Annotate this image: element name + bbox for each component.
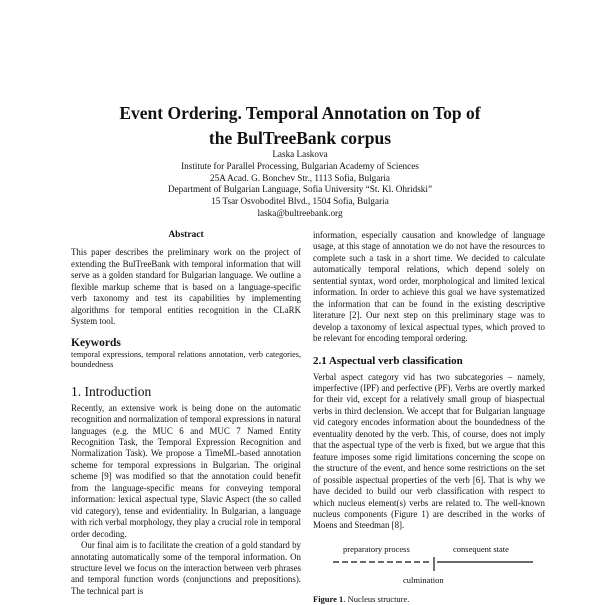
figure-label-preparatory: preparatory process	[343, 543, 410, 554]
abstract-body: This paper describes the preliminary work on the project of extending the BulTreeBank with temporal information that will serve as a golden standard for Bulgarian language. We outline a flexible markup scheme that is based on a language-specific verb taxonomy and test its capabilities by implementing algorithms for temporal entities recognition in the CLaRK System tool.	[71, 247, 301, 327]
author-name: Laska Laskova	[272, 149, 328, 159]
section-2-1-heading: 2.1 Aspectual verb classification	[313, 354, 463, 367]
intro-paragraph-2: Our final aim is to facilitate the creation of a gold standard by annotating automatically some of the temporal information. On structure level we focus on the interaction between verb phrases and temporal function words (conjunctions and prepositions). The technical part is	[71, 540, 301, 596]
nucleus-diagram	[333, 551, 533, 577]
figure-1	[313, 544, 545, 588]
section-2-1-paragraph: Verbal aspect category vid has two subcategories – namely, imperfective (IPF) and perfective (PF). Verbs are overtly marked for their vid, except for a relatively small group of biaspectual verbs in third declension. We accept that for Bulgarian language vid category encodes information about the boundedness of the eventuality denoted by the verb. This, of course, does not imply that the aspectual type of the verb is fixed, but we argue that this feature imposes some rigid limitations concerning the scope on the structure of the event, and hence some restrictions on the set of possible aspectual properties of the verb [6]. That is why we have decided to build our verb classification with respect to which nucleus element(s) verbs are related to. The well-known nucleus components (Figure 1) are described in the works of Moens and Steedman [8].	[313, 371, 545, 531]
caption-text: . Nucleus structure.	[343, 593, 410, 604]
caption-label: Figure 1	[313, 593, 344, 604]
figure-label-culmination: culmination	[403, 574, 444, 585]
abstract-heading: Abstract	[168, 230, 204, 240]
affiliation-2: 25A Acad. G. Bonchev Str., 1113 Sofia, Bulgaria	[210, 172, 390, 183]
author-email: laska@bultreebank.org	[257, 207, 343, 218]
intro-paragraph-1: Recently, an extensive work is being done on the automatic recognition and normalization of temporal expressions in natural languages (e.g. the MUC 6 and MUC 7 Named Entity Recognition Task, the Temporal Expression Recognition and Normalization Task). We propose a TimeML-based annotation scheme for temporal expressions in Bulgarian. The original scheme [9] was modified so that the annotation could benefit from the language-specific means for conveying temporal information: lexical aspectual type, Slavic Aspect (the so called vid category), tense and evidentiality. In Bulgarian, a language with rich verbal morphology, they play a crucial role in temporal order decoding.	[71, 402, 301, 539]
affiliation-1: Institute for Parallel Processing, Bulgarian Academy of Sciences	[181, 160, 419, 171]
keywords-heading: Keywords	[71, 336, 121, 349]
figure-caption	[313, 594, 545, 605]
title-line-1: Event Ordering. Temporal Annotation on Top of	[119, 103, 481, 123]
author-block	[0, 149, 600, 220]
affiliation-3: Department of Bulgarian Language, Sofia University “St. Kl. Ohridski”	[167, 184, 433, 195]
affiliation-4: 15 Tsar Osvoboditel Blvd., 1504 Sofia, Bulgaria	[211, 196, 389, 207]
title-line-2: the BulTreeBank corpus	[208, 128, 392, 148]
left-column	[71, 230, 301, 597]
intro-heading: 1. Introduction	[71, 383, 152, 399]
right-column	[313, 230, 545, 605]
right-paragraph-1: information, especially causation and knowledge of language usage, at this stage of annotation we do not have the resources to complete such a task in a short time. We decided to calculate automatically temporal relations, which depend solely on sentential syntax, word order, morphological and limited lexical information. In order to achieve this goal we have systematized the information that can be found in the existing descriptive literature [2]. Our next step on this preliminary stage was to develop a taxonomy of lexical aspectual types, which proved to be relevant for encoding temporal ordering.	[313, 230, 545, 344]
figure-label-consequent: consequent state	[453, 543, 509, 554]
paper-title	[0, 101, 600, 151]
keywords-body: temporal expressions, temporal relations annotation, verb categories, boundedness	[71, 349, 301, 369]
